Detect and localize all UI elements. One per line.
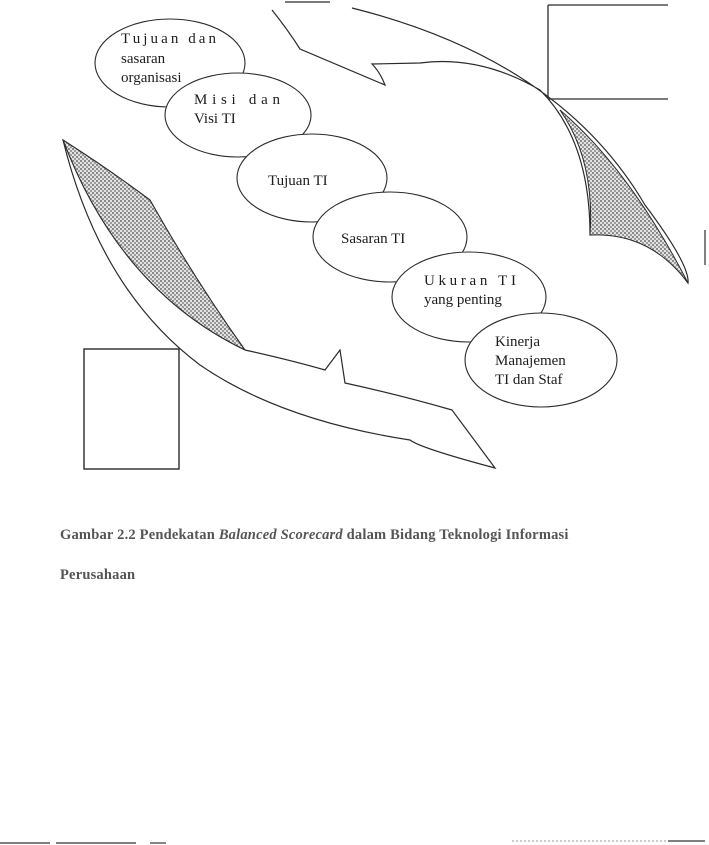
node-label-line: TI dan Staf <box>495 372 563 388</box>
caption-emphasis: Balanced Scorecard <box>218 527 343 543</box>
node-label-line: Manajemen <box>495 353 566 369</box>
node-label-line: organisasi <box>121 70 182 86</box>
node-label-line: Tujuan dan <box>121 31 216 47</box>
top-right-box <box>548 5 668 99</box>
node-label-line: Kinerja <box>495 334 540 350</box>
node-label-line: Ukuran TI <box>424 273 516 289</box>
caption-suffix: dalam Bidang Teknologi Informasi <box>342 527 569 543</box>
node-label-line: yang penting <box>424 292 502 308</box>
figure-caption-line2: Perusahaan <box>60 567 136 583</box>
node-label-line: Sasaran TI <box>341 231 406 247</box>
node-kinerja <box>465 313 617 407</box>
node-label-line: Visi TI <box>194 111 236 127</box>
bottom-left-arrow-hatch <box>63 140 245 350</box>
footer-rules <box>0 841 705 843</box>
node-label-line: Tujuan TI <box>268 173 328 189</box>
bottom-left-box <box>84 349 179 469</box>
node-label-line: sasaran <box>121 51 166 67</box>
top-right-arrow-hatch <box>560 110 688 283</box>
figure-caption <box>60 527 569 544</box>
caption-prefix: Gambar 2.2 Pendekatan <box>60 527 219 543</box>
node-label-line: Misi dan <box>194 92 280 108</box>
